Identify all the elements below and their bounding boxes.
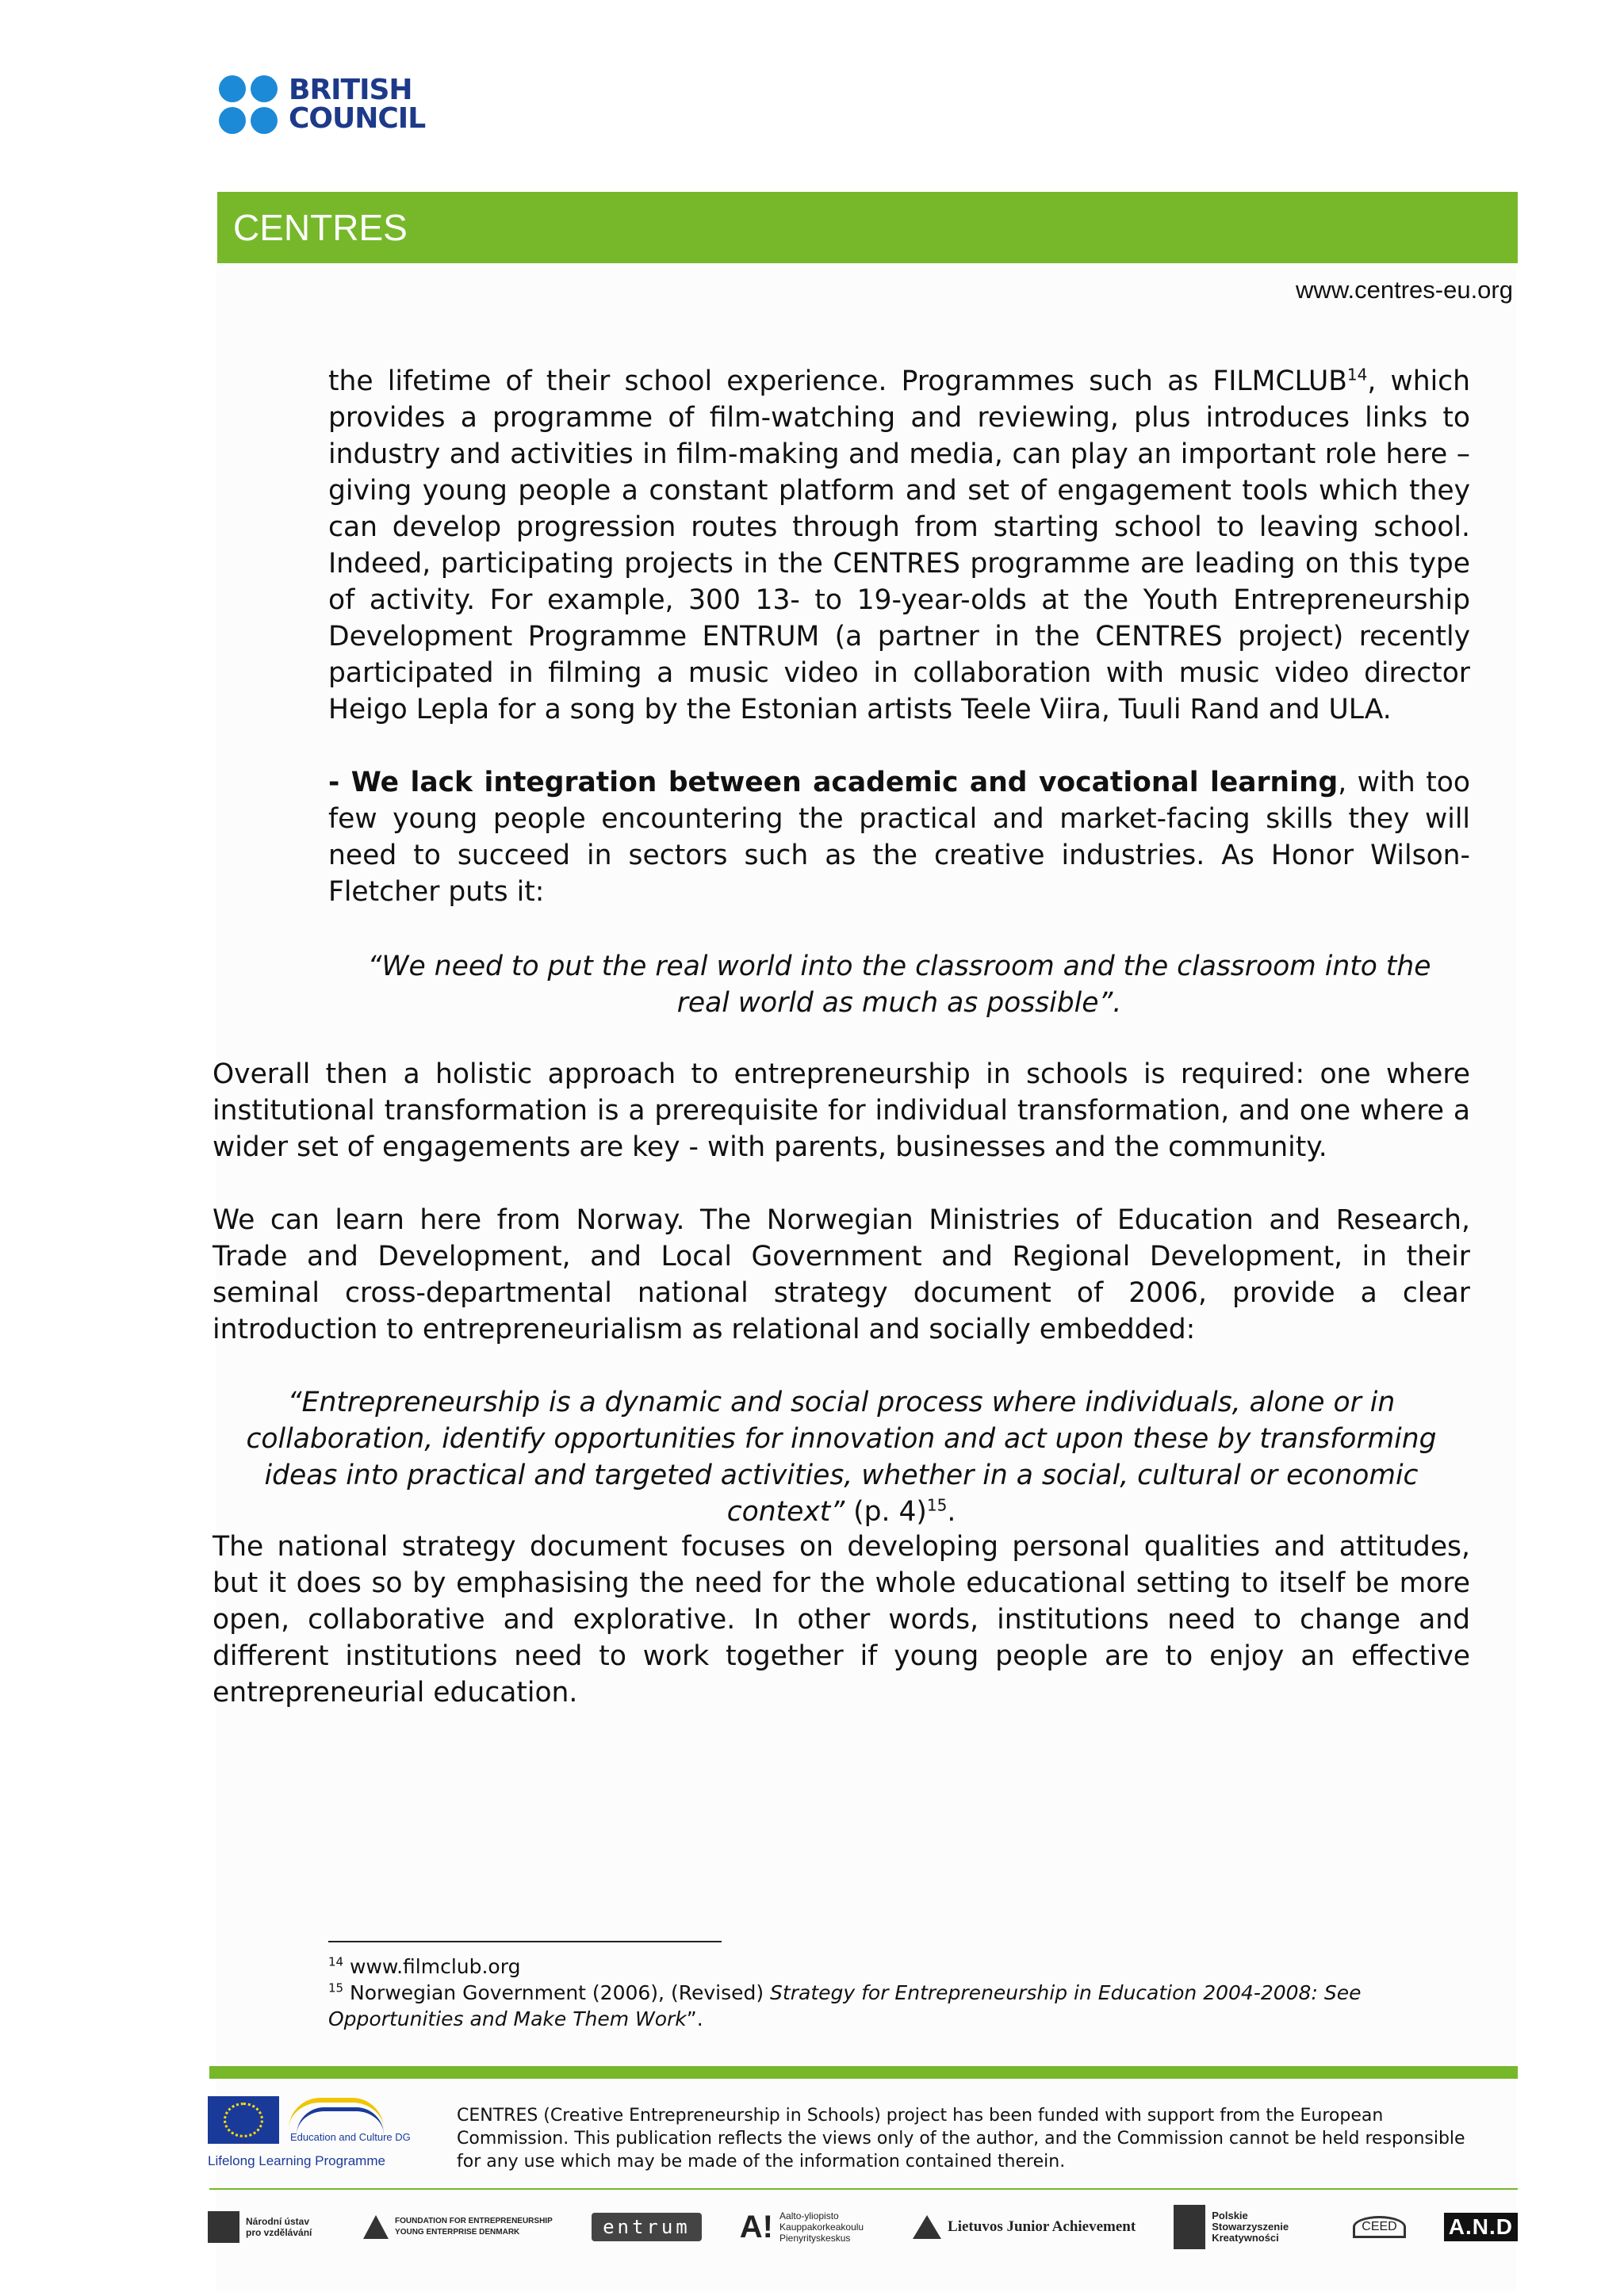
logo-line-1: BRITISH — [289, 74, 412, 106]
paragraph-filmclub-rest: , which provides a programme of film-watching and reviewing, plus introduces links to industry and activities in film-making and media, can play an important role here – giving young people a constant platform and set of engagement tools which they can develop progression routes through from starting school to leaving school. Indeed, participating projects in the CENTRES programme are leading on this type of activity. For example, 300 13- to 19-year-olds at the Youth Entrepreneurship Development Programme ENTRUM (a partner in the CENTRES project) recently participated in filming a music video in collaboration with music video director Heigo Lepla for a song by the Estonian artists Teele Viira, Tuuli Rand and ULA. — [328, 365, 1470, 725]
eu-dg-caption: Education and Culture DG — [290, 2131, 411, 2143]
footnote-15-title: Strategy for Entrepreneurship in Education 2004-2008: See Opportunities and Make Them Work — [328, 1981, 1362, 2030]
partner-psk-name: Polskie Stowarzyszenie Kreatywności — [1212, 2210, 1289, 2244]
quote-norwegian-strategy — [213, 1384, 1470, 1530]
british-council-logo — [219, 73, 425, 136]
paragraph-national-strategy: The national strategy document focuses on developing personal qualities and attitudes, but it does so by emphasising the need for the whole educational setting to itself be more open, collaborative and explorative. In other words, institutions need to change and different institutions need to work together if young people are to enjoy an effective entrepreneurial education. — [213, 1531, 1470, 1709]
partner-ceed-logo — [1353, 2216, 1405, 2238]
footnote-15-end: ”. — [686, 2007, 703, 2030]
partner-fyed-logo — [363, 2215, 553, 2239]
partner-aalto-logo — [740, 2210, 875, 2245]
partner-entrum-logo — [592, 2213, 702, 2241]
paragraph-holistic: Overall then a holistic approach to entrepreneurship in schools is required: one where institutional transformation is a prerequisite for individual transformation, and one where a wider set of engagements are key - with parents, businesses and the community. — [213, 1058, 1470, 1163]
partner-logos — [208, 2198, 1518, 2256]
footnote-divider — [328, 1941, 722, 1942]
eu-flag-icon — [208, 2096, 279, 2144]
eu-lifelong-learning-logo — [208, 2095, 416, 2174]
partner-niv-logo — [208, 2211, 325, 2243]
partner-aalto-name: Aalto-yliopisto Kauppakorkeakoulu Pienyrityskeskus — [779, 2210, 864, 2244]
ljv-mountain-icon — [913, 2215, 941, 2239]
partner-entrum-name: entrum — [592, 2213, 702, 2241]
footnote-ref-14: 14 — [1346, 365, 1368, 385]
site-url: www.centres-eu.org — [1296, 276, 1513, 304]
psk-mark-icon — [1174, 2205, 1205, 2249]
footer-green-bar — [209, 2066, 1518, 2079]
niv-mark-icon — [208, 2211, 239, 2243]
footnote-15-number: 15 — [328, 1980, 344, 1996]
partner-ljv-name: Lietuvos Junior Achievement — [948, 2218, 1136, 2235]
paragraph-filmclub — [328, 363, 1470, 728]
partner-fyed-name: FOUNDATION FOR ENTREPRENEURSHIP YOUNG ENTERPRISE DENMARK — [395, 2217, 553, 2237]
footnote-14-number: 14 — [328, 1954, 344, 1969]
quote-norwegian-text: “Entrepreneurship is a dynamic and social process where individuals, alone or in collaboration, identify opportunities for innovation and act upon these by transforming ideas into practical and targeted activities, whether in a social, cultural or economic context” — [246, 1387, 1437, 1528]
quote-norwegian-end: . — [947, 1496, 956, 1528]
footnote-14-text: www.filmclub.org — [343, 1955, 521, 1978]
eu-programme-caption: Lifelong Learning Programme — [208, 2153, 385, 2168]
paragraph-integration-rest: , with too few young people encountering the practical and market-facing skills they will need to succeed in sectors such as the creative industries. As Honor Wilson-Fletcher puts it: — [328, 767, 1470, 908]
quote-wilson-fletcher: “We need to put the real world into the classroom and the classroom into the real world as much as possible”. — [367, 951, 1431, 1019]
footnote-15-text: Norwegian Government (2006), (Revised) — [343, 1981, 771, 2004]
paragraph-integration — [328, 764, 1470, 910]
quote-norwegian-cite: (p. 4) — [845, 1496, 927, 1528]
paragraph-norway: We can learn here from Norway. The Norwegian Ministries of Education and Research, Trade and Development, and Local Government and Regional Development, in their seminal cross-departmental national strategy document of 2006, provide a clear introduction to entrepreneurialism as relational and socially embedded: — [213, 1204, 1470, 1345]
logo-wordmark — [289, 76, 425, 133]
paragraph-integration-heading: - We lack integration between academic and vocational learning — [328, 767, 1339, 798]
footnote-15 — [328, 1980, 1470, 2032]
paragraph-filmclub-start: the lifetime of their school experience. Programmes such as FILMCLUB — [328, 365, 1347, 397]
logo-dots-icon — [219, 75, 278, 134]
footnote-14 — [328, 1954, 1470, 1980]
header-banner — [217, 192, 1518, 263]
partner-niv-name: Národní ústav pro vzdělávání — [246, 2216, 312, 2238]
partner-and-logo — [1444, 2213, 1518, 2241]
partner-and-name: A.N.D — [1444, 2213, 1518, 2241]
footnote-ref-15: 15 — [926, 1495, 948, 1515]
footer-divider — [209, 2188, 1518, 2190]
banner-title: CENTRES — [233, 207, 408, 248]
partner-ceed-name: CEED — [1353, 2216, 1405, 2238]
aalto-mark: A! — [739, 2209, 774, 2244]
fyed-triangle-icon — [363, 2215, 389, 2239]
funding-disclaimer: CENTRES (Creative Entrepreneurship in Schools) project has been funded with support from the European Commission. This publication reflects the views only of the author, and the Commission cannot be held responsible for any use which may be made of the information contained therein. — [457, 2106, 1465, 2172]
logo-line-2: COUNCIL — [289, 102, 426, 135]
partner-ljv-logo — [913, 2215, 1136, 2239]
partner-psk-logo — [1174, 2205, 1315, 2249]
